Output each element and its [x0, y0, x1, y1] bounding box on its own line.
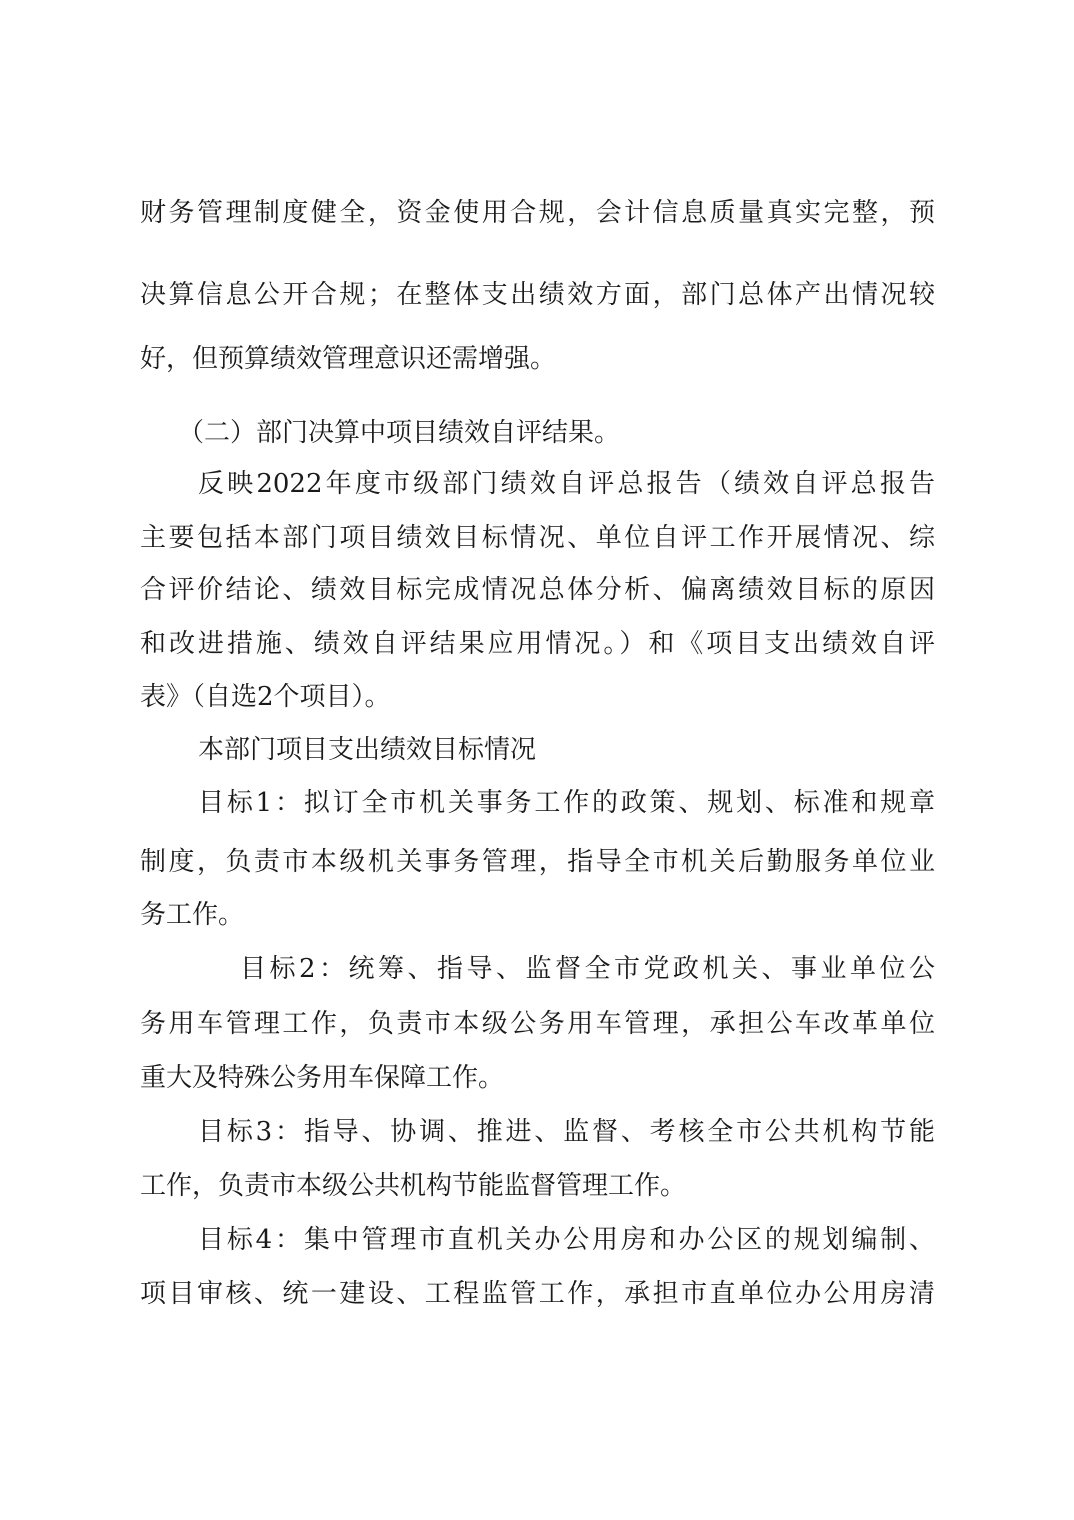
- goal-3-line: 目标3：指导、协调、推进、监督、考核全市公共机构节能: [198, 1117, 935, 1147]
- text-line: 重大及特殊公务用车保障工作。: [140, 1063, 505, 1093]
- text-line: 表》（自选2个项目）。: [140, 682, 391, 712]
- text-line: 决算信息公开合规；在整体支出绩效方面，部门总体产出情况较: [140, 280, 935, 310]
- text-line: 反映2022年度市级部门绩效自评总报告（绩效自评总报告: [198, 469, 935, 499]
- text-line: 合评价结论、绩效目标完成情况总体分析、偏离绩效目标的原因: [140, 575, 935, 605]
- text-line: 项目审核、统一建设、工程监管工作，承担市直单位办公用房清: [140, 1279, 935, 1309]
- text-line: 财务管理制度健全，资金使用合规，会计信息质量真实完整，预: [140, 198, 935, 228]
- text-line: 务工作。: [140, 900, 245, 930]
- text-line: 主要包括本部门项目绩效目标情况、单位自评工作开展情况、综: [140, 523, 935, 553]
- goal-2-line: 目标2：统筹、指导、监督全市党政机关、事业单位公: [240, 954, 935, 984]
- goal-4-line: 目标4：集中管理市直机关办公用房和办公区的规划编制、: [198, 1225, 935, 1255]
- text-line: 务用车管理工作，负责市本级公务用车管理，承担公车改革单位: [140, 1009, 935, 1039]
- text-line: 和改进措施、绩效自评结果应用情况。）和《项目支出绩效自评: [140, 629, 935, 659]
- text-line: 制度，负责市本级机关事务管理，指导全市机关后勤服务单位业: [140, 847, 935, 877]
- subheading: 本部门项目支出绩效目标情况: [198, 735, 537, 765]
- goal-1-line: 目标1：拟订全市机关事务工作的政策、规划、标准和规章: [198, 788, 935, 818]
- section-heading: （二）部门决算中项目绩效自评结果。: [178, 418, 621, 448]
- text-line: 好，但预算绩效管理意识还需增强。: [140, 344, 557, 374]
- text-line: 工作，负责市本级公共机构节能监督管理工作。: [140, 1171, 687, 1201]
